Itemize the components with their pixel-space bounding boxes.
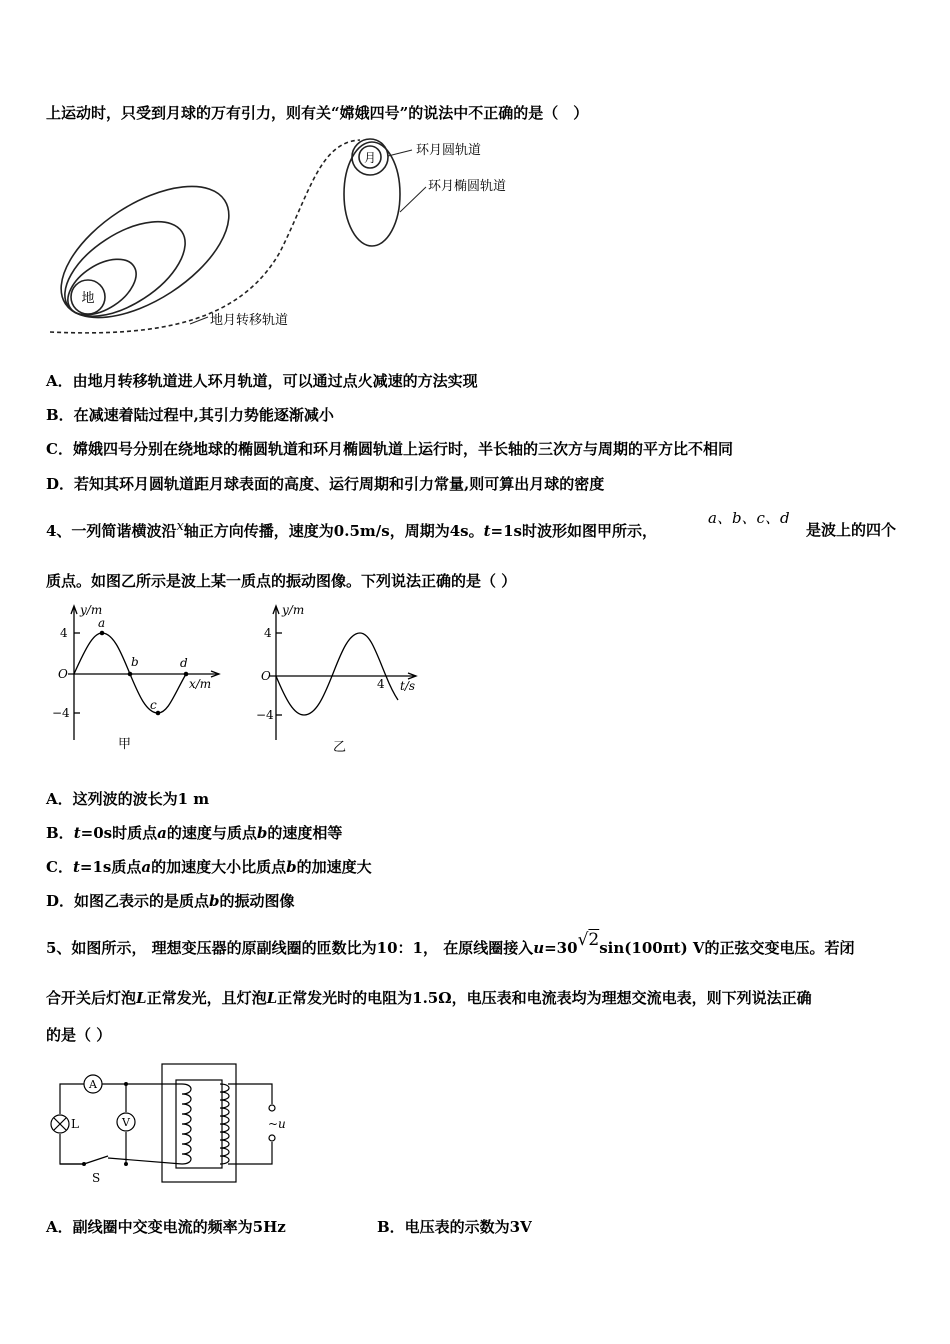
q4-text-3: =1s时波形如图甲所示， (490, 522, 657, 540)
q4-option-a: A．这列波的波长为1 m (46, 790, 210, 808)
secondary-coil (182, 1084, 191, 1164)
q4-option-c (46, 856, 372, 877)
moon-label: 月 (363, 151, 377, 165)
q4b-mid2: 的速度与质点 (166, 824, 257, 842)
graph-b-tick: 4 (377, 677, 385, 691)
q5-text-3: sin(100πt) V的正弦交变电压。若闭 (599, 939, 855, 957)
lamp-label: L (71, 1117, 79, 1131)
terminal-top (269, 1105, 275, 1111)
graph-a-xlabel: x/m (189, 677, 212, 691)
point-d (184, 672, 189, 677)
label-circle-orbit: 环月圆轨道 (416, 143, 482, 158)
sqrt-value: 2 (588, 930, 600, 950)
q4b-mid1: =0s时质点 (80, 824, 158, 842)
q4c-a: a (141, 858, 152, 876)
point-a (100, 631, 105, 636)
graph-a-origin: O (58, 667, 68, 681)
graph-a-ylabel: y/m (80, 603, 103, 617)
q5-stem-line1 (46, 930, 855, 958)
graph-b-xlabel: t/s (400, 679, 416, 693)
q5-option-a: A．副线圈中交变电流的频率为5Hz (46, 1218, 286, 1236)
earth-label: 地 (81, 291, 95, 306)
q4c-b: b (286, 858, 297, 876)
q4-option-b (46, 822, 342, 843)
graph-a-label-c: c (150, 698, 157, 712)
switch-label: S (92, 1171, 101, 1185)
q5-option-b: B．电压表的示数为3V (377, 1218, 532, 1236)
q5-stem-line2 (46, 987, 812, 1008)
label-transfer-orbit: 地月转移轨道 (210, 313, 289, 328)
q3-option-a: A．由地月转移轨道进人环月轨道，可以通过点火减速的方法实现 (46, 372, 478, 390)
q3-option-b: B．在减速着陆过程中,其引力势能逐渐减小 (46, 406, 334, 424)
graph-a-caption: 甲 (118, 737, 132, 752)
q4d-b: b (209, 892, 220, 910)
q4-t: t (483, 522, 491, 540)
ammeter-label: A (89, 1078, 97, 1091)
voltage-label: ~u (268, 1117, 286, 1131)
transformer-circuit (44, 1058, 304, 1188)
graph-b-yneg: −4 (256, 708, 274, 722)
q4c-mid1: =1s质点 (79, 858, 142, 876)
point-b (128, 672, 133, 677)
graph-a-ypos: 4 (60, 626, 68, 640)
q4c-post: 的加速度大 (296, 858, 372, 876)
q4-points: a、b、c、d (708, 509, 790, 527)
q5-stem-line3: 的是（ ） (46, 1026, 112, 1044)
q4b-t: t (73, 824, 81, 842)
orbit-diagram (40, 132, 540, 342)
graph-b-caption: 乙 (333, 740, 347, 755)
switch-symbol (84, 1156, 108, 1164)
q5-L1: L (136, 989, 147, 1007)
transfer-orbit (50, 140, 360, 333)
q4d-post: 的振动图像 (219, 892, 295, 910)
q5-line2-a: 合开关后灯泡 (46, 989, 137, 1007)
q5-text-1: 5、如图所示， 理想变压器的原副线圈的匝数比为10：1， 在原线圈接入 (46, 939, 534, 957)
q4-text-1: 4、一列简谐横波沿 (46, 522, 177, 540)
terminal-bottom (269, 1135, 275, 1141)
q4d-pre: D．如图乙表示的是质点 (46, 892, 210, 910)
q4-text-2: 轴正方向传播，速度为0.5m/s，周期为4s。 (183, 522, 484, 540)
q4-text-4: 是波上的四个 (806, 521, 897, 539)
q4b-post: 的速度相等 (267, 824, 343, 842)
q4c-t: t (72, 858, 80, 876)
q3-stem: 上运动时，只受到月球的万有引力，则有关“嫦娥四号”的说法中不正确的是（ ） (46, 104, 589, 122)
vibration-graph-yi (256, 600, 426, 750)
graph-a-label-a: a (98, 616, 106, 630)
voltmeter-label: V (122, 1116, 130, 1129)
q4b-a: a (157, 824, 167, 842)
vibration-curve (276, 633, 398, 715)
q5-text-2: =30 (544, 939, 578, 957)
graph-a-yneg: −4 (52, 706, 70, 720)
q4-stem-line1 (46, 519, 657, 541)
q4-stem-line2: 质点。如图乙所示是波上某一质点的振动图像。下列说法正确的是（ ） (46, 572, 517, 590)
q5-u: u (533, 939, 545, 957)
graph-b-origin: O (261, 669, 271, 683)
graph-b-ylabel: y/m (282, 603, 305, 617)
sqrt-symbol: √2 (577, 930, 600, 950)
label-ellipse-orbit: 环月椭圆轨道 (428, 179, 507, 194)
q4-x: x (176, 519, 184, 534)
graph-a-label-d: d (180, 656, 188, 670)
q5-line2-c: 正常发光时的电阻为1.5Ω，电压表和电流表均为理想交流电表，则下列说法正确 (277, 989, 812, 1007)
primary-coil (220, 1084, 229, 1164)
q4c-pre: C． (46, 858, 73, 876)
q5-line2-b: 正常发光，且灯泡 (146, 989, 267, 1007)
earth-middle-orbit (49, 203, 201, 336)
wave-graph-jia (44, 600, 234, 750)
q4b-pre: B． (46, 824, 74, 842)
graph-b-ypos: 4 (264, 626, 272, 640)
q4-option-d (46, 890, 295, 911)
q3-option-c: C．嫦娥四号分别在绕地球的椭圆轨道和环月椭圆轨道上运行时，半长轴的三次方与周期的平方比不相同 (46, 440, 733, 458)
q3-option-d: D．若知其环月圆轨道距月球表面的高度、运行周期和引力常量,则可算出月球的密度 (46, 475, 605, 493)
graph-a-label-b: b (131, 655, 139, 669)
q4c-mid2: 的加速度大小比质点 (151, 858, 287, 876)
q5-L2: L (266, 989, 278, 1007)
q4b-b: b (256, 824, 268, 842)
